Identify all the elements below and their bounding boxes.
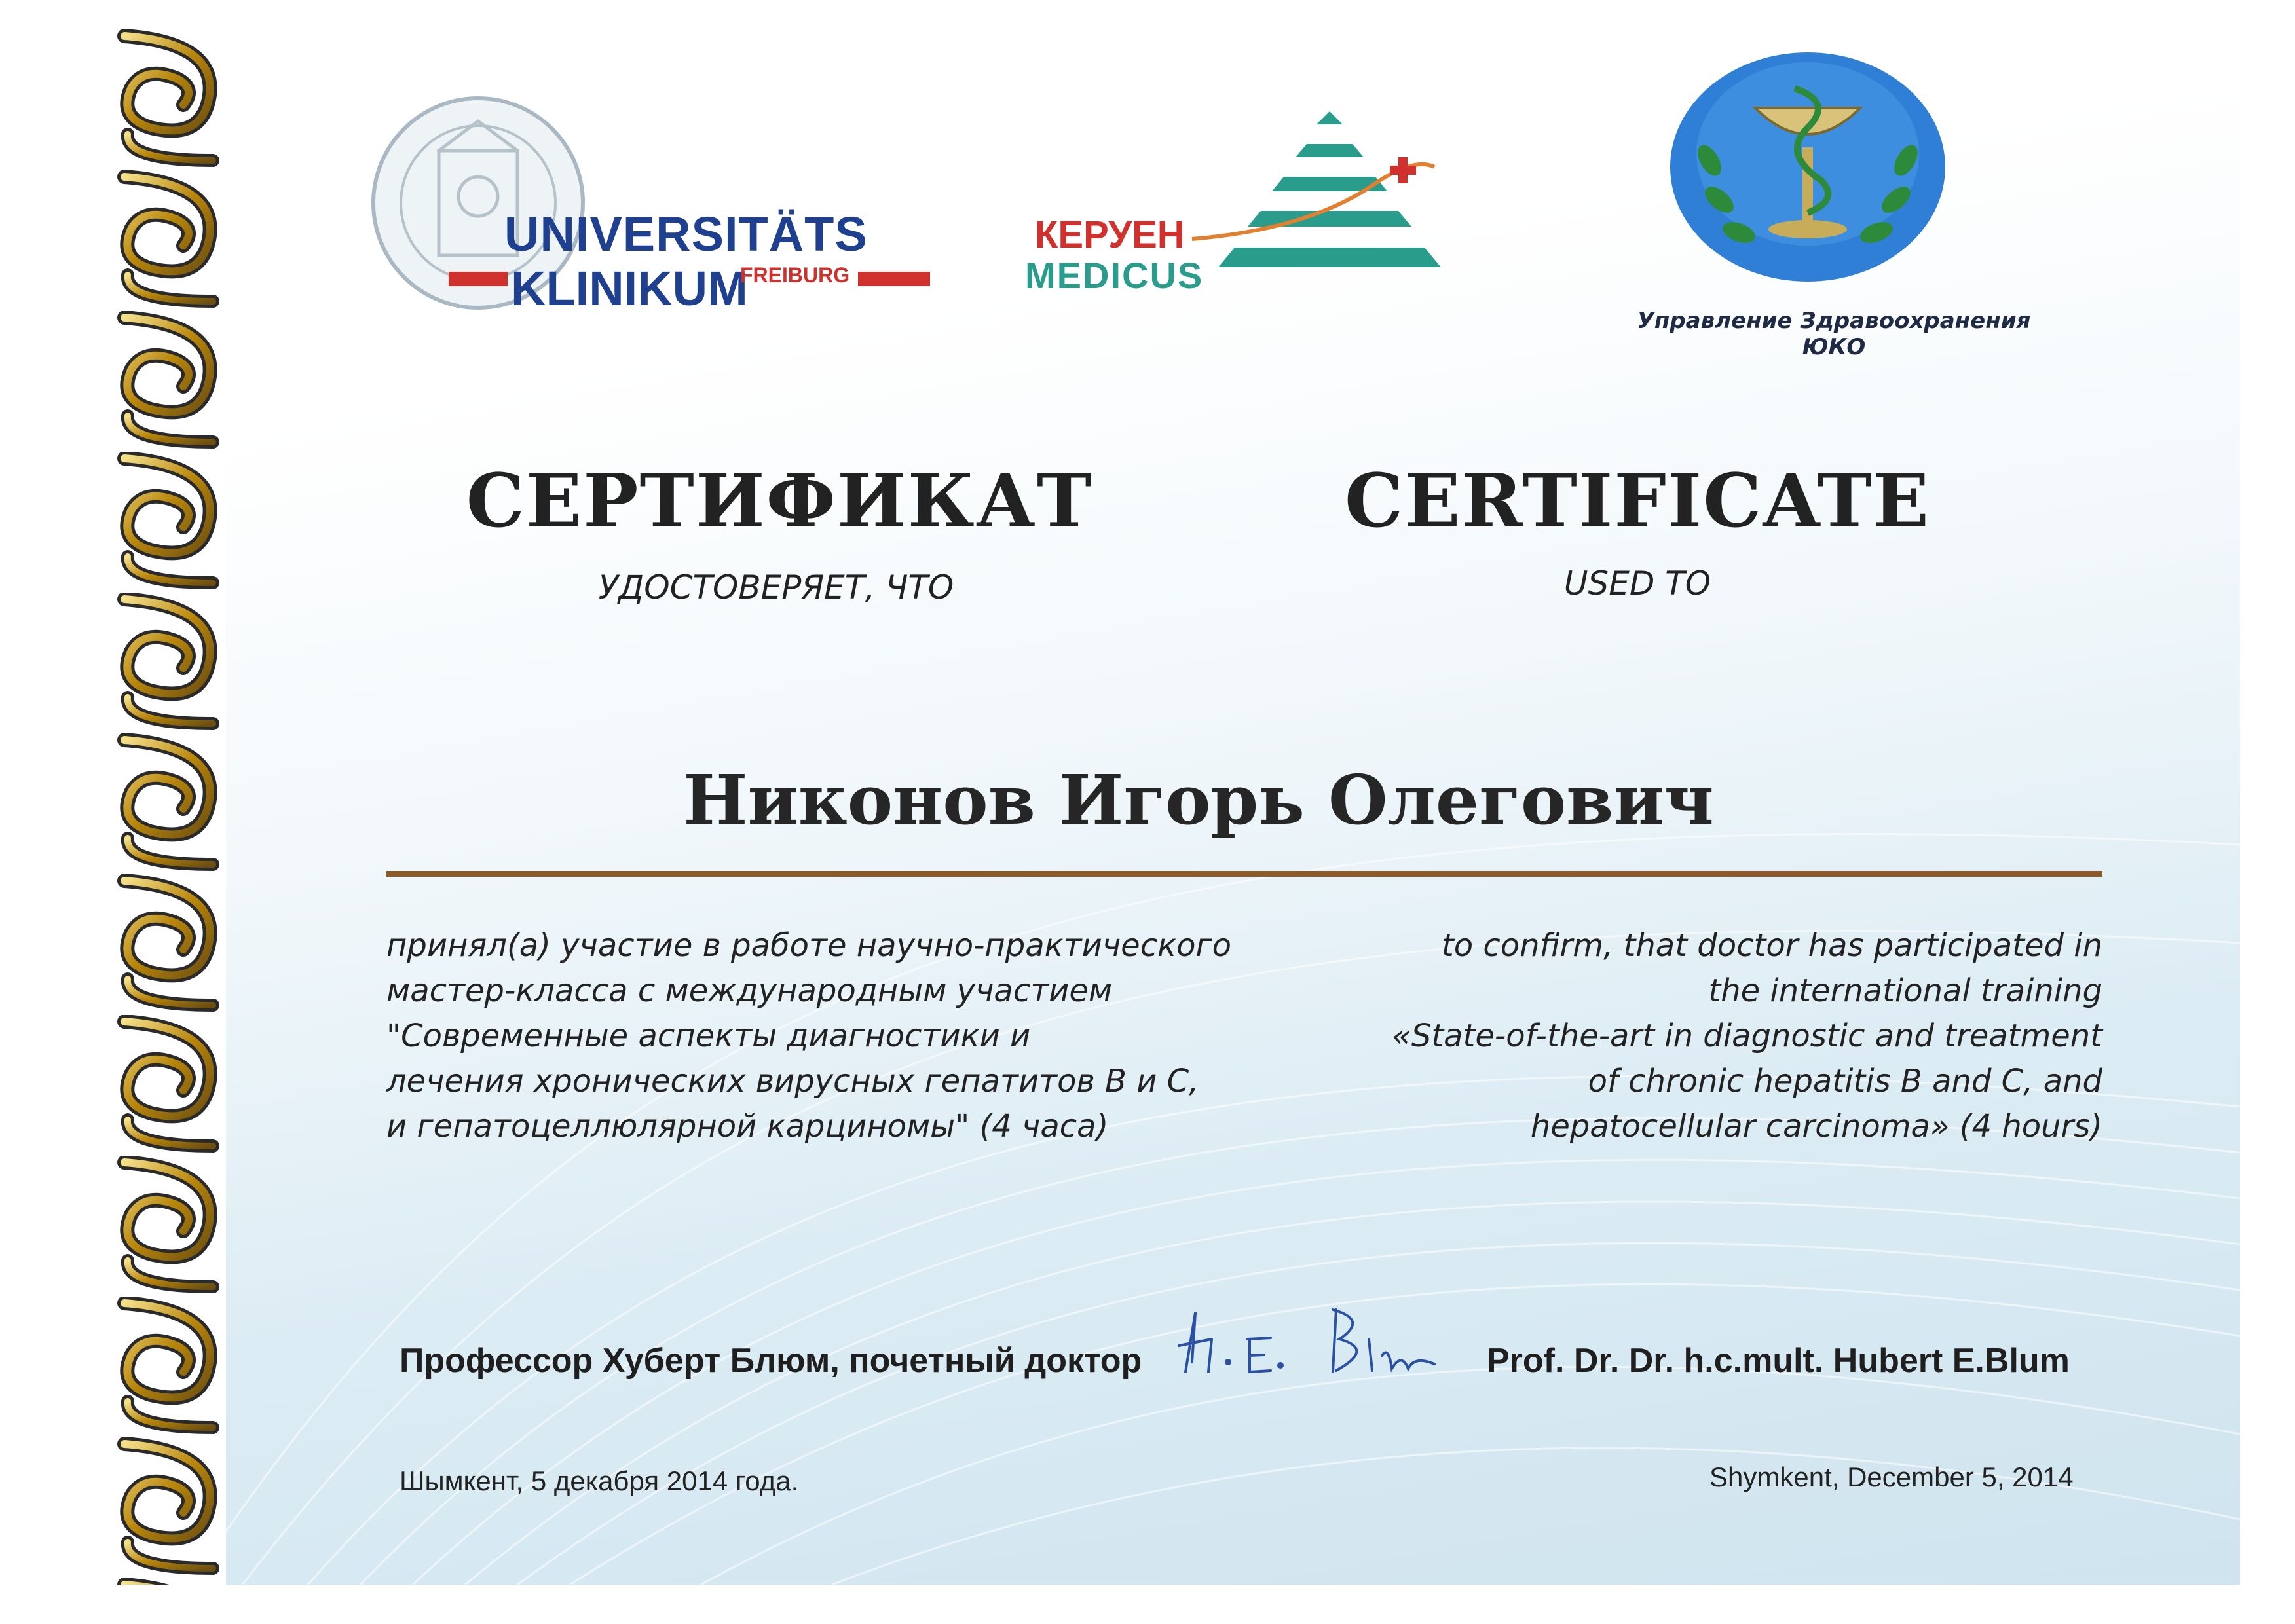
health-department-logo [1624, 49, 2043, 360]
body-ru-line: лечения хронических вирусных гепатитов В и С, [386, 1063, 1199, 1099]
certificate-title-ru: СЕРТИФИКАТ [466, 458, 1093, 544]
recipient-name: Никонов Игорь Олегович [683, 760, 1714, 840]
body-en-line: the international training [1708, 972, 2102, 1009]
handwritten-signature [1172, 1300, 1447, 1385]
freiburg-logo-suffix: FREIBURG [740, 263, 850, 287]
body-text-en [1297, 923, 2102, 1149]
date-en: Shymkent, December 5, 2014 [1709, 1462, 2074, 1492]
body-en-line: of chronic hepatitis B and C, and [1588, 1063, 2102, 1099]
signatory-en: Prof. Dr. Dr. h.c.mult. Hubert E.Blum [1487, 1342, 2070, 1380]
freiburg-red-bar-right [858, 272, 930, 286]
date-ru: Шымкент, 5 декабря 2014 года. [400, 1466, 799, 1496]
body-ru-line: мастер-класса с международным участием [386, 972, 1113, 1009]
keruen-logo-line1: КЕРУЕН [1035, 213, 1185, 256]
freiburg-logo [367, 92, 930, 314]
body-en-line: «State-of-the-art in diagnostic and treatment [1392, 1018, 2102, 1054]
certificate-title-en: CERTIFICATE [1345, 458, 1930, 544]
freiburg-red-bar-left [449, 272, 508, 286]
body-ru-line: принял(а) участие в работе научно-практического [386, 927, 1232, 964]
ornamental-border [111, 29, 226, 1585]
body-ru-line: и гепатоцеллюлярной карциномы" (4 часа) [386, 1108, 1109, 1145]
name-underline [386, 871, 2102, 877]
subtitle-en: USED TO [1563, 564, 1711, 602]
subtitle-ru: УДОСТОВЕРЯЕТ, ЧТО [598, 568, 954, 606]
body-en-line: hepatocellular carcinoma» (4 hours) [1530, 1108, 2102, 1145]
keruen-medicus-logo [1022, 105, 1467, 301]
health-department-caption: Управление Здравоохранения ЮКО [1637, 308, 2031, 360]
pyramid-icon [1179, 105, 1467, 301]
freiburg-logo-line1: UNIVERSITÄTS [504, 207, 868, 261]
body-text-ru [386, 923, 1303, 1149]
body-ru-line: "Современные аспекты диагностики и [386, 1018, 1031, 1054]
body-en-line: to confirm, that doctor has participated in [1441, 927, 2102, 964]
signatory-ru: Профессор Хуберт Блюм, почетный доктор [400, 1342, 1142, 1380]
freiburg-logo-line2: KLINIKUM [511, 261, 748, 316]
bowl-of-hygieia-icon [1664, 49, 1952, 291]
keruen-logo-line2: MEDICUS [1025, 255, 1204, 296]
